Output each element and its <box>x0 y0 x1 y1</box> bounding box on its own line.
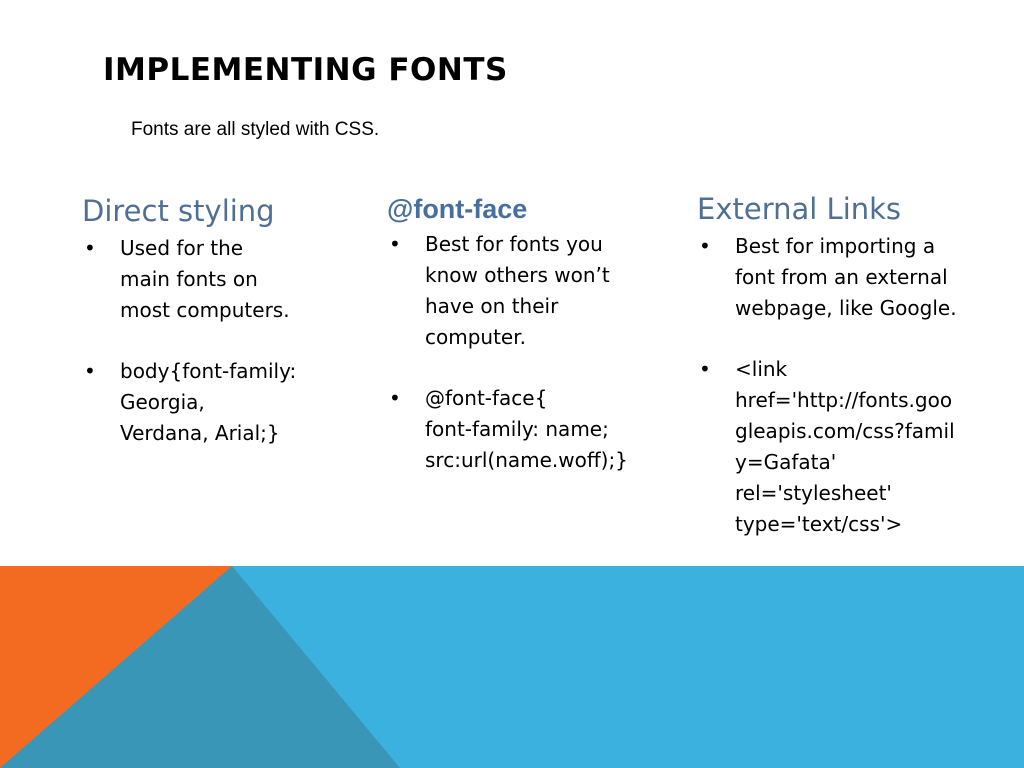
bullet-item <box>82 233 322 326</box>
column-external-links <box>697 191 997 570</box>
bullet-icon: • <box>699 357 711 381</box>
bullet-list <box>82 233 322 449</box>
column-direct-styling <box>82 193 322 479</box>
bullet-text: <link href='http://fonts.goo gleapis.com/css?famil y=Gafata' rel='stylesheet' type='text/css'> <box>735 357 955 536</box>
bullet-icon: • <box>389 386 401 410</box>
bullet-item <box>82 356 322 449</box>
bullet-icon: • <box>699 234 711 258</box>
bullet-item <box>697 354 997 540</box>
bullet-list <box>387 229 657 476</box>
bullet-text: Best for importing a font from an external webpage, like Google. <box>735 234 957 320</box>
bullet-text: body{font-family: Georgia, Verdana, Arial;} <box>120 359 297 445</box>
bullet-text: Used for the main fonts on most computers. <box>120 236 290 322</box>
bullet-item <box>387 383 657 476</box>
bullet-text: @font-face{ font-family: name; src:url(name.woff);} <box>425 386 628 472</box>
slide-subtitle: Fonts are all styled with CSS. <box>131 119 380 140</box>
slide-title: IMPLEMENTING FONTS <box>103 52 508 88</box>
decorative-band <box>0 566 1024 768</box>
bullet-list <box>697 231 997 540</box>
bullet-icon: • <box>389 232 401 256</box>
column-heading: Direct styling <box>82 194 275 228</box>
column-heading: @font-face <box>387 194 528 224</box>
column-font-face <box>387 191 657 506</box>
bullet-icon: • <box>84 236 96 260</box>
bullet-item <box>697 231 997 324</box>
column-heading: External Links <box>697 192 902 226</box>
bullet-item <box>387 229 657 353</box>
bullet-text: Best for fonts you know others won’t have on their computer. <box>425 232 610 349</box>
bullet-icon: • <box>84 359 96 383</box>
